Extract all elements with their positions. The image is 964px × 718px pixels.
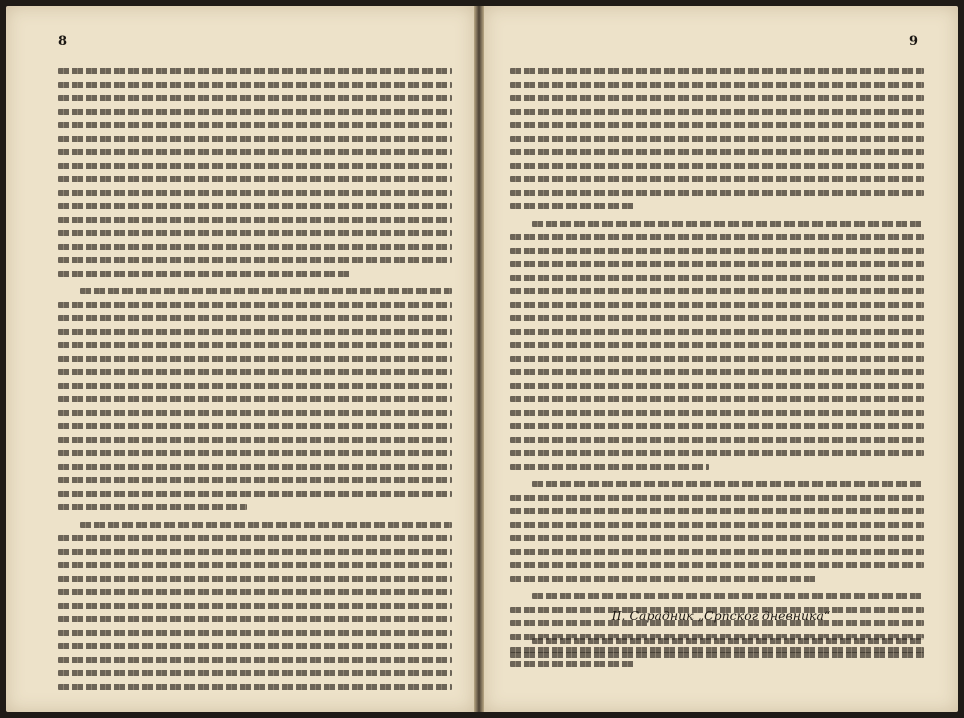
right-page	[484, 6, 958, 712]
text-line	[58, 450, 452, 456]
text-line	[510, 190, 924, 196]
text-line	[510, 95, 924, 101]
right-page-body-text-upper	[510, 68, 924, 674]
text-line	[510, 423, 924, 429]
text-line	[58, 163, 452, 169]
text-line	[510, 495, 924, 501]
text-line	[510, 302, 924, 308]
text-line	[510, 549, 924, 555]
text-line	[510, 203, 634, 209]
text-line	[58, 203, 452, 209]
text-line	[58, 230, 452, 236]
text-line	[80, 522, 452, 528]
left-page-body-text	[58, 68, 452, 697]
text-line	[58, 109, 452, 115]
text-line	[58, 95, 452, 101]
text-line	[58, 491, 452, 497]
text-line	[510, 508, 924, 514]
text-line	[510, 576, 816, 582]
text-line	[510, 522, 924, 528]
text-line	[58, 176, 452, 182]
text-line	[58, 257, 452, 263]
text-line	[510, 342, 924, 348]
text-line	[58, 576, 452, 582]
text-line	[58, 477, 452, 483]
text-line	[58, 562, 452, 568]
text-line	[510, 163, 924, 169]
text-line	[510, 136, 924, 142]
text-line	[58, 356, 452, 362]
text-line	[58, 122, 452, 128]
text-line	[58, 589, 452, 595]
text-line	[58, 82, 452, 88]
text-line	[58, 603, 452, 609]
text-line	[510, 315, 924, 321]
text-line	[510, 122, 924, 128]
text-line	[510, 562, 924, 568]
paragraph-gap	[58, 518, 452, 522]
text-line	[510, 396, 924, 402]
text-line	[510, 410, 924, 416]
text-line	[58, 383, 452, 389]
text-line	[58, 217, 452, 223]
text-line	[510, 234, 924, 240]
text-line	[58, 190, 452, 196]
paragraph-gap	[510, 217, 924, 221]
text-line	[510, 109, 924, 115]
text-line	[58, 437, 452, 443]
text-line	[510, 68, 924, 74]
text-line	[510, 464, 709, 470]
left-page-number: 8	[58, 34, 68, 49]
text-line	[58, 302, 452, 308]
right-page-number: 9	[908, 34, 918, 49]
text-line	[58, 423, 452, 429]
text-line	[510, 149, 924, 155]
text-line	[510, 369, 924, 375]
book-gutter	[474, 6, 484, 712]
text-line	[58, 657, 452, 663]
text-line	[510, 82, 924, 88]
text-line	[510, 275, 924, 281]
text-line	[510, 288, 924, 294]
text-line	[510, 329, 924, 335]
text-line	[510, 248, 924, 254]
text-line	[510, 437, 924, 443]
left-page	[6, 6, 474, 712]
text-line	[58, 616, 452, 622]
text-line	[58, 68, 452, 74]
text-line	[510, 652, 924, 658]
text-line	[58, 342, 452, 348]
text-line	[58, 670, 452, 676]
text-line	[58, 410, 452, 416]
text-line	[58, 630, 452, 636]
text-line	[532, 593, 924, 599]
text-line	[58, 315, 452, 321]
text-line	[58, 136, 452, 142]
text-line	[58, 549, 452, 555]
text-line	[80, 288, 452, 294]
text-line	[58, 504, 247, 510]
text-line	[58, 643, 452, 649]
text-line	[58, 464, 452, 470]
text-line	[58, 149, 452, 155]
text-line	[58, 244, 452, 250]
right-page-body-text-lower	[510, 638, 924, 665]
section-heading: II. Сарадник „Српског дневника“	[611, 608, 831, 623]
text-line	[510, 176, 924, 182]
text-line	[532, 221, 924, 227]
text-line	[510, 261, 924, 267]
text-line	[58, 535, 452, 541]
text-line	[510, 383, 924, 389]
text-line	[58, 329, 452, 335]
text-line	[510, 356, 924, 362]
text-line	[58, 684, 452, 690]
text-line	[58, 271, 350, 277]
text-line	[510, 535, 924, 541]
text-line	[532, 481, 924, 487]
text-line	[532, 638, 924, 644]
text-line	[510, 450, 924, 456]
text-line	[58, 369, 452, 375]
text-line	[58, 396, 452, 402]
